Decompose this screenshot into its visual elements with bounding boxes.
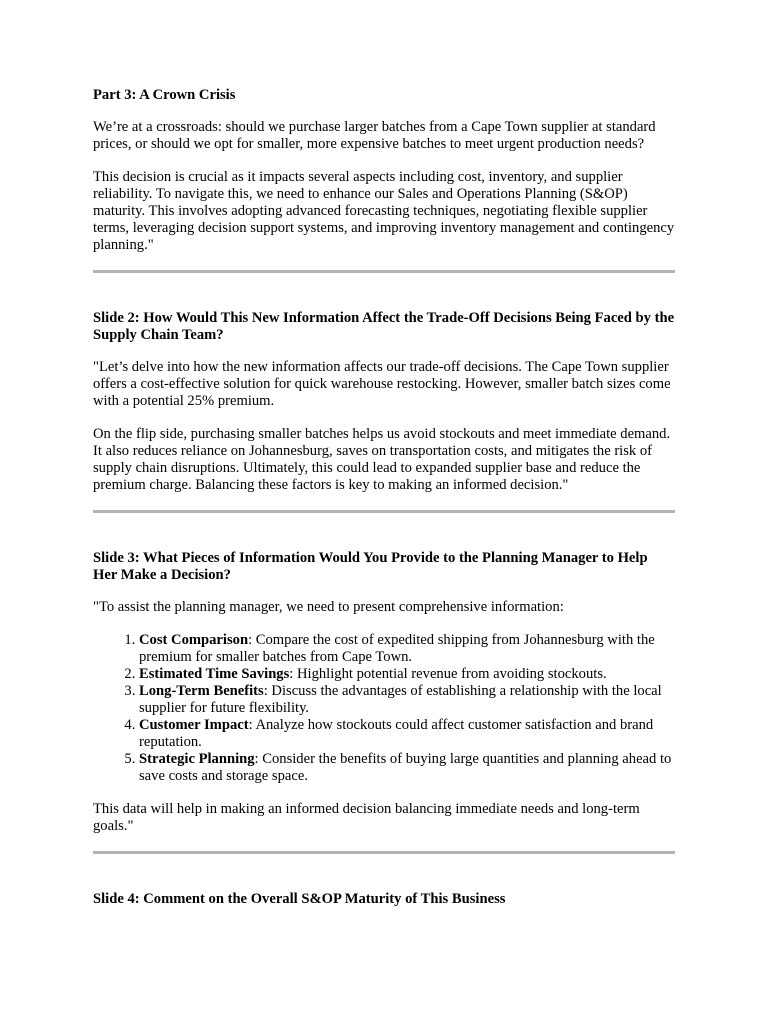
list-item-term: Cost Comparison [139,632,249,648]
section-slide2 [93,310,675,494]
list-item-text: : Compare the cost of expedited shipping from Johannesburg with the premium for smaller batches from Cape Town. [139,632,655,665]
section-heading-slide2: Slide 2: How Would This New Information Affect the Trade-Off Decisions Being Faced by the Supply Chain Team? [93,310,675,343]
list-item [139,717,675,751]
numbered-list [93,632,675,785]
list-item-text: : Discuss the advantages of establishing a relationship with the local supplier for future flexibility. [139,683,662,716]
paragraph: This data will help in making an informed decision balancing immediate needs and long-term goals." [93,801,640,834]
paragraph: We’re at a crossroads: should we purchase larger batches from a Cape Town supplier at standard prices, or should we opt for smaller, more expensive batches to meet urgent production needs? [93,119,656,152]
list-item-text: : Highlight potential revenue from avoiding stockouts. [289,666,607,682]
list-item-text: : Analyze how stockouts could affect customer satisfaction and brand reputation. [139,717,654,750]
list-item-text: : Consider the benefits of buying large quantities and planning ahead to save costs and storage space. [139,751,672,784]
section-part3 [93,87,675,254]
section-heading-slide4: Slide 4: Comment on the Overall S&OP Maturity of This Business [93,891,506,907]
list-item [139,666,675,683]
paragraph: "Let’s delve into how the new information affects our trade-off decisions. The Cape Town supplier offers a cost-effective solution for quick warehouse restocking. However, smaller batch sizes come with a potential 25% premium. [93,359,671,409]
section-slide3 [93,550,675,835]
list-item-term: Long-Term Benefits [139,683,264,699]
horizontal-rule [93,510,675,513]
list-item [139,632,675,666]
document-page [93,87,675,923]
section-slide4 [93,891,675,908]
list-item-term: Estimated Time Savings [139,666,290,682]
section-heading-slide3: Slide 3: What Pieces of Information Would You Provide to the Planning Manager to Help Her Make a Decision? [93,550,648,583]
list-item [139,751,675,785]
horizontal-rule [93,270,675,273]
list-item-term: Customer Impact [139,717,249,733]
list-item-term: Strategic Planning [139,751,255,767]
horizontal-rule [93,851,675,854]
paragraph: On the flip side, purchasing smaller batches helps us avoid stockouts and meet immediate demand. It also reduces reliance on Johannesburg, saves on transportation costs, and mitigates the risk of supply chain disruptions. Ultimately, this could lead to expanded supplier base and reduce the premium charge. Balancing these factors is key to making an informed decision." [93,426,671,493]
section-heading-part3: Part 3: A Crown Crisis [93,87,236,103]
paragraph: This decision is crucial as it impacts several aspects including cost, inventory, and supplier reliability. To navigate this, we need to enhance our Sales and Operations Planning (S&OP) maturity. This involves adopting advanced forecasting techniques, negotiating flexible supplier terms, leveraging decision support systems, and improving inventory management and contingency planning." [93,169,675,253]
paragraph: "To assist the planning manager, we need to present comprehensive information: [93,599,564,615]
list-item [139,683,675,717]
